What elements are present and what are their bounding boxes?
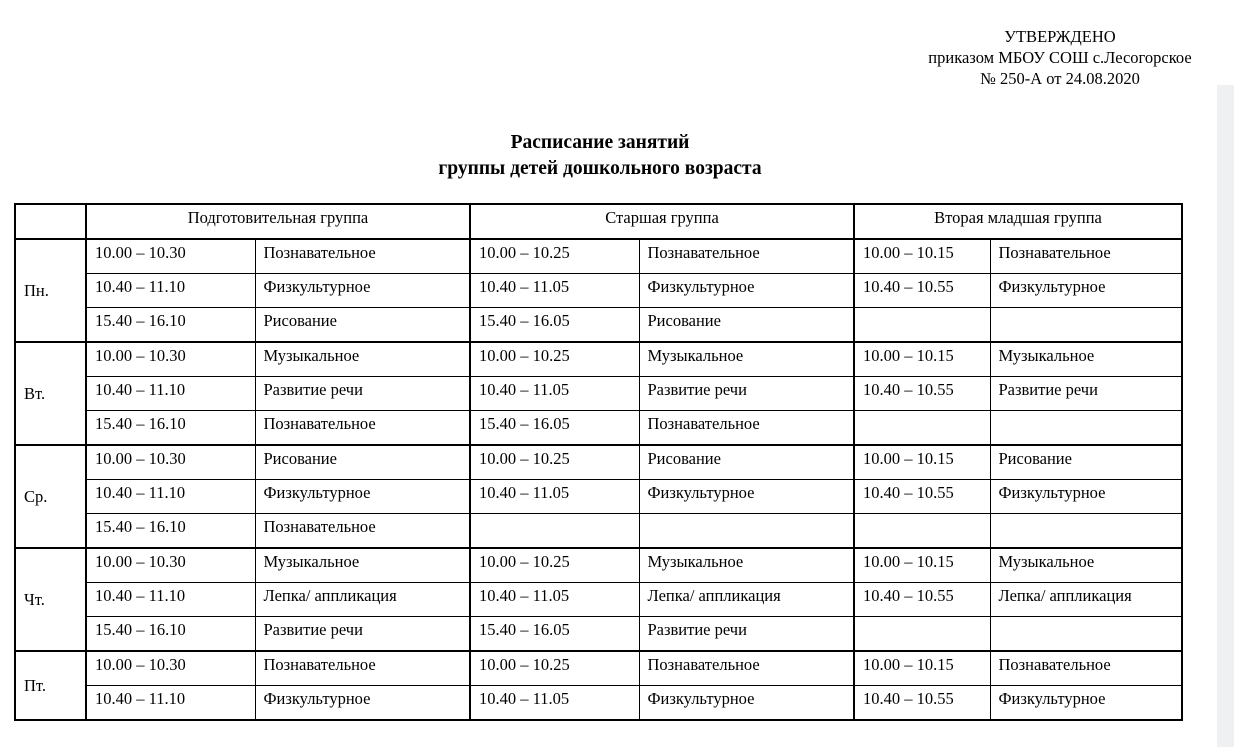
time-cell: 10.00 – 10.30 (86, 239, 255, 274)
activity-cell: Музыкальное (639, 548, 854, 583)
page-title (300, 130, 900, 182)
day-label: Пт. (15, 651, 86, 720)
activity-cell: Познавательное (255, 239, 470, 274)
activity-cell: Рисование (639, 308, 854, 343)
group-header: Подготовительная группа (86, 204, 470, 239)
activity-cell: Развитие речи (990, 377, 1182, 411)
time-cell: 10.00 – 10.15 (854, 445, 990, 480)
time-cell: 10.40 – 11.10 (86, 583, 255, 617)
title-line-2: группы детей дошкольного возраста (438, 158, 762, 179)
activity-cell: Физкультурное (990, 274, 1182, 308)
day-label: Вт. (15, 342, 86, 445)
time-cell: 10.40 – 10.55 (854, 583, 990, 617)
activity-cell: Музыкальное (255, 342, 470, 377)
activity-cell: Лепка/ аппликация (255, 583, 470, 617)
time-cell: 10.40 – 10.55 (854, 274, 990, 308)
activity-cell: Физкультурное (639, 274, 854, 308)
time-cell: 10.40 – 11.05 (470, 686, 639, 721)
time-cell (470, 514, 639, 549)
schedule-row (15, 274, 1182, 308)
time-cell: 15.40 – 16.10 (86, 617, 255, 652)
page-edge-strip (1217, 85, 1234, 747)
time-cell: 10.40 – 10.55 (854, 686, 990, 721)
day-label: Пн. (15, 239, 86, 342)
time-cell: 10.00 – 10.15 (854, 342, 990, 377)
activity-cell: Познавательное (639, 239, 854, 274)
activity-cell: Физкультурное (255, 480, 470, 514)
schedule-row (15, 514, 1182, 549)
group-header: Вторая младшая группа (854, 204, 1182, 239)
activity-cell: Физкультурное (255, 274, 470, 308)
activity-cell: Познавательное (639, 411, 854, 446)
activity-cell: Рисование (639, 445, 854, 480)
group-header-row (15, 204, 1182, 239)
activity-cell: Музыкальное (990, 548, 1182, 583)
activity-cell: Физкультурное (990, 686, 1182, 721)
approval-stamp (900, 26, 1220, 89)
activity-cell (990, 308, 1182, 343)
activity-cell: Музыкальное (990, 342, 1182, 377)
time-cell: 10.00 – 10.25 (470, 445, 639, 480)
activity-cell (990, 617, 1182, 652)
activity-cell: Музыкальное (255, 548, 470, 583)
time-cell: 10.00 – 10.25 (470, 239, 639, 274)
time-cell (854, 308, 990, 343)
activity-cell: Рисование (990, 445, 1182, 480)
schedule-row (15, 583, 1182, 617)
time-cell: 10.00 – 10.25 (470, 548, 639, 583)
activity-cell: Познавательное (255, 651, 470, 686)
activity-cell: Развитие речи (255, 377, 470, 411)
time-cell (854, 411, 990, 446)
time-cell: 10.40 – 11.10 (86, 686, 255, 721)
day-label: Ср. (15, 445, 86, 548)
time-cell: 10.40 – 11.05 (470, 583, 639, 617)
time-cell: 10.40 – 11.05 (470, 377, 639, 411)
schedule-row (15, 548, 1182, 583)
time-cell: 10.00 – 10.30 (86, 548, 255, 583)
time-cell: 10.00 – 10.15 (854, 548, 990, 583)
time-cell: 15.40 – 16.10 (86, 514, 255, 549)
schedule-row (15, 480, 1182, 514)
time-cell: 15.40 – 16.05 (470, 411, 639, 446)
activity-cell: Развитие речи (639, 377, 854, 411)
title-line-1: Расписание занятий (510, 132, 690, 153)
activity-cell: Физкультурное (639, 686, 854, 721)
approval-line-3: № 250-А от 24.08.2020 (980, 69, 1140, 88)
time-cell: 10.40 – 10.55 (854, 480, 990, 514)
activity-cell (990, 411, 1182, 446)
time-cell: 10.40 – 11.10 (86, 377, 255, 411)
schedule-row (15, 411, 1182, 446)
activity-cell: Физкультурное (255, 686, 470, 721)
approval-line-2: приказом МБОУ СОШ с.Лесогорское (928, 48, 1192, 67)
time-cell: 10.00 – 10.15 (854, 651, 990, 686)
time-cell: 10.40 – 11.05 (470, 274, 639, 308)
time-cell: 10.40 – 11.10 (86, 274, 255, 308)
schedule-table (14, 203, 1183, 721)
corner-cell (15, 204, 86, 239)
activity-cell: Рисование (255, 308, 470, 343)
schedule-row (15, 308, 1182, 343)
time-cell: 15.40 – 16.05 (470, 308, 639, 343)
activity-cell (639, 514, 854, 549)
time-cell: 15.40 – 16.05 (470, 617, 639, 652)
time-cell (854, 514, 990, 549)
activity-cell: Развитие речи (255, 617, 470, 652)
time-cell: 10.40 – 11.05 (470, 480, 639, 514)
time-cell: 10.00 – 10.30 (86, 651, 255, 686)
schedule-row (15, 686, 1182, 721)
schedule-body (15, 204, 1182, 720)
activity-cell: Лепка/ аппликация (990, 583, 1182, 617)
activity-cell: Познавательное (639, 651, 854, 686)
schedule-row (15, 445, 1182, 480)
approval-line-1: УТВЕРЖДЕНО (1004, 27, 1116, 46)
time-cell: 10.00 – 10.25 (470, 342, 639, 377)
group-header: Старшая группа (470, 204, 854, 239)
time-cell: 10.40 – 10.55 (854, 377, 990, 411)
schedule-row (15, 342, 1182, 377)
time-cell: 15.40 – 16.10 (86, 411, 255, 446)
time-cell: 10.40 – 11.10 (86, 480, 255, 514)
activity-cell: Физкультурное (990, 480, 1182, 514)
time-cell (854, 617, 990, 652)
activity-cell: Музыкальное (639, 342, 854, 377)
schedule-row (15, 239, 1182, 274)
activity-cell: Познавательное (990, 651, 1182, 686)
time-cell: 10.00 – 10.15 (854, 239, 990, 274)
schedule-row (15, 651, 1182, 686)
schedule-row (15, 617, 1182, 652)
day-label: Чт. (15, 548, 86, 651)
activity-cell: Познавательное (990, 239, 1182, 274)
time-cell: 10.00 – 10.30 (86, 342, 255, 377)
time-cell: 15.40 – 16.10 (86, 308, 255, 343)
activity-cell: Познавательное (255, 411, 470, 446)
activity-cell: Лепка/ аппликация (639, 583, 854, 617)
activity-cell (990, 514, 1182, 549)
schedule-row (15, 377, 1182, 411)
activity-cell: Развитие речи (639, 617, 854, 652)
activity-cell: Познавательное (255, 514, 470, 549)
activity-cell: Физкультурное (639, 480, 854, 514)
time-cell: 10.00 – 10.30 (86, 445, 255, 480)
time-cell: 10.00 – 10.25 (470, 651, 639, 686)
activity-cell: Рисование (255, 445, 470, 480)
